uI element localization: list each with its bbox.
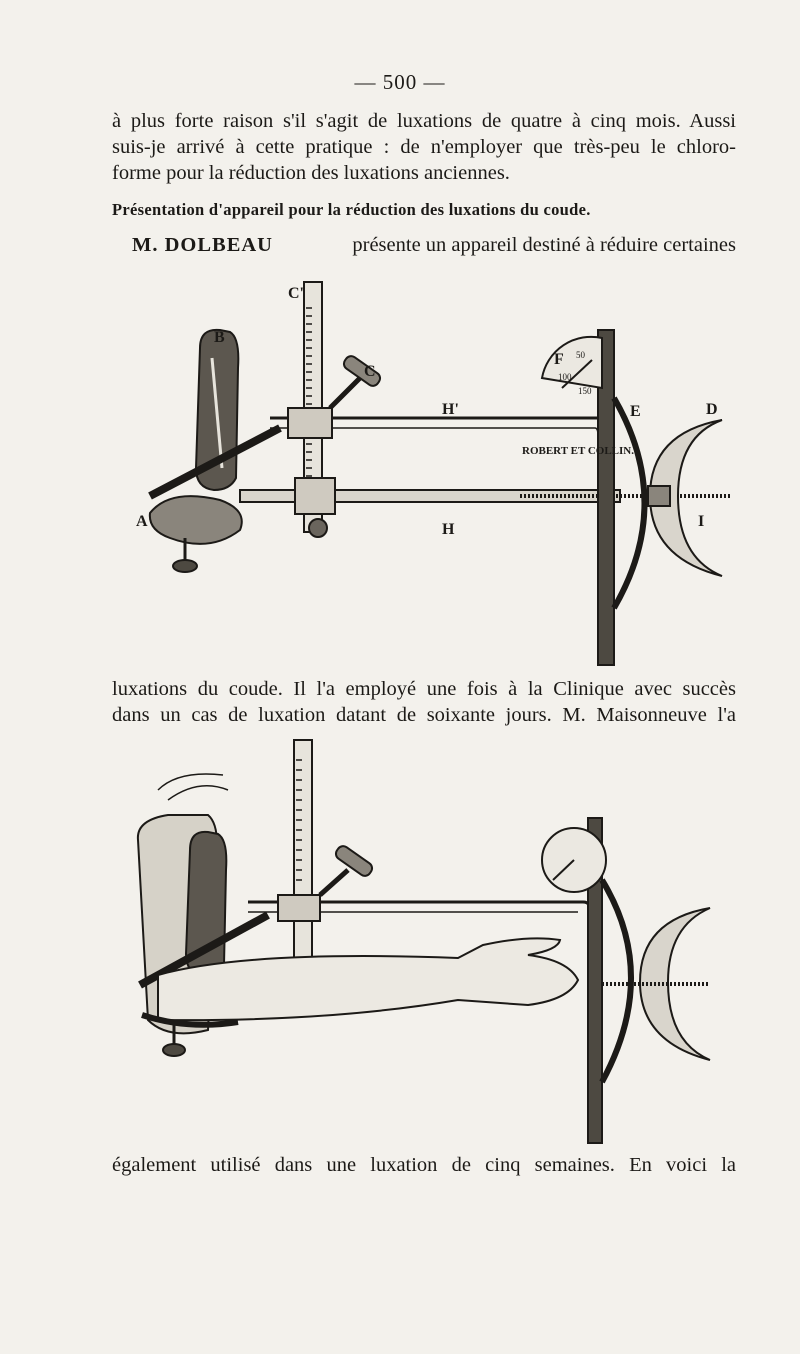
paragraph2-line-1-rest: présente un appareil destiné à réduire certaines [352, 234, 736, 256]
paragraph4-line-1: également utilisé dans une luxation de cinq semaines. En voici la [112, 1154, 736, 1176]
paragraph1-line-2: suis-je arrivé à cette pratique : de n'employer que très-peu le chloro- [112, 136, 736, 158]
label-A: A [136, 513, 148, 530]
figure-apparatus [130, 268, 740, 673]
label-H: H [442, 521, 455, 538]
section-heading: Présentation d'appareil pour la réduction des luxations du coude. [112, 200, 591, 219]
label-E: E [630, 403, 641, 420]
label-B: B [214, 329, 225, 346]
dial-mark-100: 100 [558, 372, 572, 382]
engraving-text: ROBERT ET COLLIN. [522, 445, 634, 457]
label-I: I [698, 513, 705, 530]
label-D: D [706, 401, 718, 418]
paragraph3-line-2: dans un cas de luxation datant de soixante jours. M. Maisonneuve l'a [112, 704, 736, 726]
paragraph3-line-1: luxations du coude. Il l'a employé une fois à la Clinique avec succès [112, 678, 736, 700]
paragraph2-line-1 [132, 232, 736, 258]
label-F: F [554, 351, 564, 368]
page-number: — 500 — [354, 70, 446, 94]
label-C-prime: C' [288, 285, 304, 302]
paragraph1-line-3: forme pour la réduction des luxations anciennes. [112, 162, 510, 184]
dial-mark-150: 150 [578, 386, 592, 396]
label-H-prime: H' [442, 401, 459, 418]
speaker-name: M. DOLBEAU [132, 234, 273, 256]
label-C: C [364, 363, 376, 380]
dial-mark-50: 50 [576, 350, 585, 360]
paragraph1-line-1: à plus forte raison s'il s'agit de luxations de quatre à cinq mois. Aussi [112, 110, 736, 132]
figure-apparatus-applied [128, 730, 738, 1150]
